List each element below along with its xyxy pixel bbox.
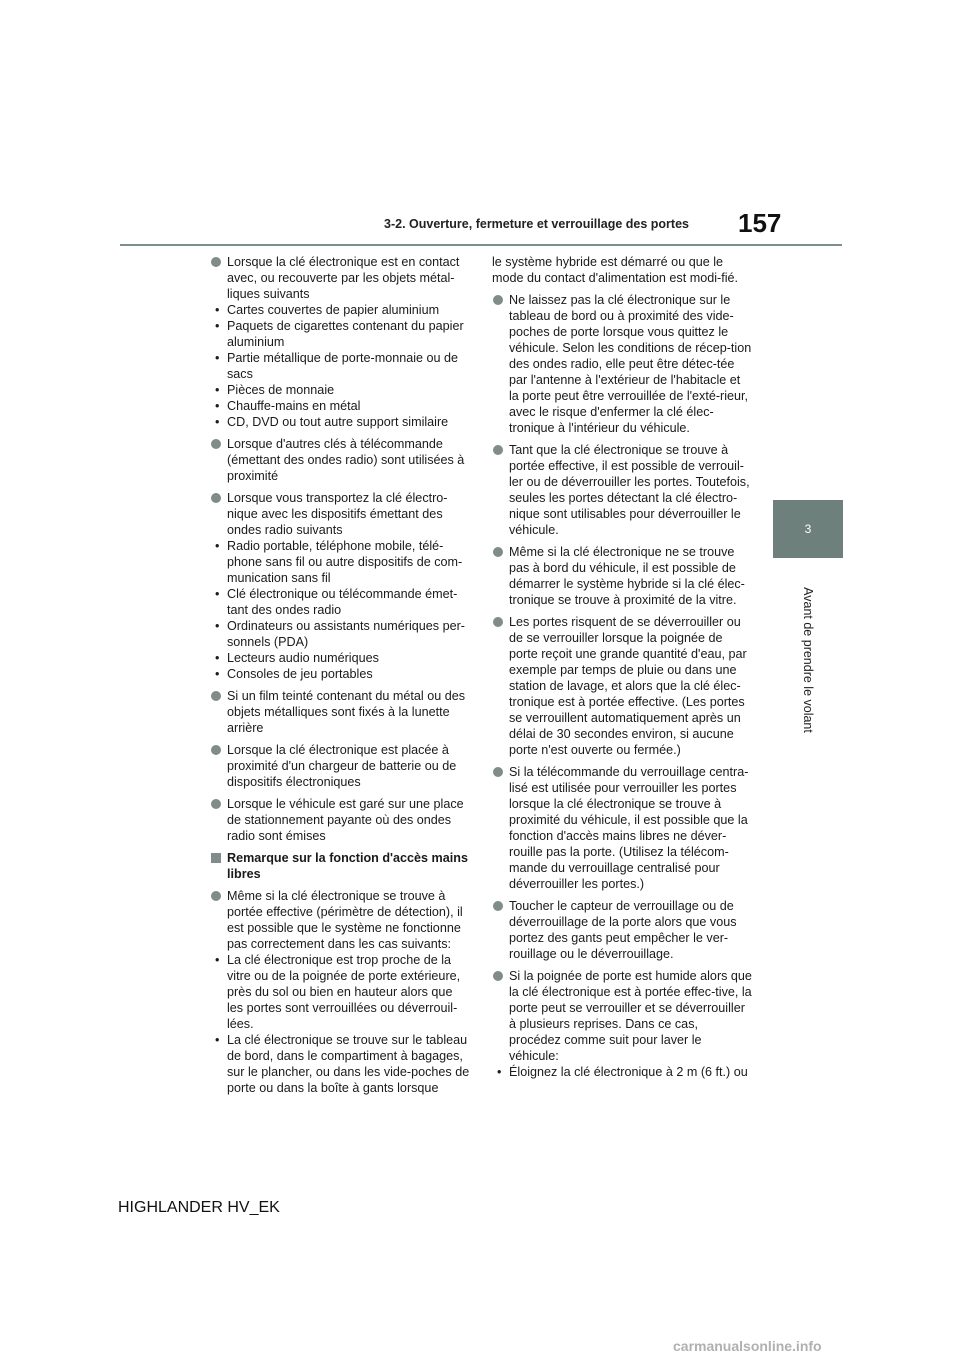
watermark: carmanualsonline.info [673, 1338, 822, 1354]
section-title: 3-2. Ouverture, fermeture et verrouillage des portes [384, 217, 689, 231]
circle-bullet-icon [493, 295, 503, 305]
chapter-number: 3 [804, 522, 812, 536]
list-item: Lorsque vous transportez la clé électro-nique avec les dispositifs émettant des ondes radio suivants • Radio portable, téléphone mobile, télé-phone sans fil ou autre dispositifs de com-munication sans fil • Clé électronique ou télécommande émet-tant des ondes radio • Ordinateurs ou assistants numériques per-sonnels (PDA) • Lecteurs audio numériques • Consoles de jeu portables [210, 490, 470, 682]
list-item: Lorsque le véhicule est garé sur une place de stationnement payante où des ondes radio sont émises [210, 796, 470, 844]
list-item: Lorsque d'autres clés à télécommande (émettant des ondes radio) sont utilisées à proximité [210, 436, 470, 484]
page-number: 157 [738, 208, 782, 238]
sub-item: • La clé électronique se trouve sur le tableau de bord, dans le compartiment à bagages, sur le plancher, ou dans les vide-poches de porte ou dans la boîte à gants lorsque [215, 1032, 470, 1096]
list-item: Si la poignée de porte est humide alors que la clé électronique est à portée effec-tive, la porte peut se verrouiller et se déverrouiller à plusieurs reprises. Dans ce cas, procédez comme suit pour laver le véhicule: • Éloignez la clé électronique à 2 m (6 ft.) ou [492, 968, 752, 1080]
sub-item: • Consoles de jeu portables [215, 666, 470, 682]
continued-text: le système hybride est démarré ou que le mode du contact d'alimentation est modi-fié. [492, 255, 739, 285]
list-item: Les portes risquent de se déverrouiller ou de se verrouiller lorsque la poignée de porte reçoit une grande quantité d'eau, par exemple par temps de pluie ou dans une station de lavage, et alors que la clé élec-tronique est à portée effective. (Les portes se verrouillent automatiquement après un délai de 30 secondes environ, si aucune porte n'est ouverte ou fermée.) [492, 614, 752, 758]
list-item: Ne laissez pas la clé électronique sur le tableau de bord ou à proximité des vide-poches de porte lorsque vous quittez le véhicule. Selon les conditions de récep-tion des ondes radio, elle peut être détec-tée par l'antenne à l'extérieur de l'habitacle et la porte peut être verrouillée de l'exté-rieur, avec le risque d'enfermer la clé élec-tronique à l'intérieur du véhicule. [492, 292, 752, 436]
right-column [492, 254, 752, 1086]
sub-item: • La clé électronique est trop proche de la vitre ou de la poignée de porte extérieure, près du sol ou bien en hauteur alors que les portes sont verrouillées ou déverrouil-lées. [215, 952, 470, 1032]
sub-item: • Chauffe-mains en métal [215, 398, 470, 414]
sub-item: • Cartes couvertes de papier aluminium [215, 302, 470, 318]
sub-item: • Pièces de monnaie [215, 382, 470, 398]
circle-bullet-icon [211, 257, 221, 267]
circle-bullet-icon [493, 901, 503, 911]
list-item: Lorsque la clé électronique est placée à proximité d'un chargeur de batterie ou de dispositifs électroniques [210, 742, 470, 790]
sub-item: • CD, DVD ou tout autre support similaire [215, 414, 470, 430]
circle-bullet-icon [211, 745, 221, 755]
circle-bullet-icon [493, 617, 503, 627]
circle-bullet-icon [493, 547, 503, 557]
sub-item: • Ordinateurs ou assistants numériques per-sonnels (PDA) [215, 618, 470, 650]
circle-bullet-icon [211, 493, 221, 503]
footer-model: HIGHLANDER HV_EK [118, 1199, 280, 1216]
circle-bullet-icon [211, 891, 221, 901]
sub-item: • Lecteurs audio numériques [215, 650, 470, 666]
list-item: Si un film teinté contenant du métal ou des objets métalliques sont fixés à la lunette arrière [210, 688, 470, 736]
chapter-title: Avant de prendre le volant [801, 587, 815, 733]
sub-item: • Radio portable, téléphone mobile, télé-phone sans fil ou autre dispositifs de com-munication sans fil [215, 538, 470, 586]
circle-bullet-icon [493, 971, 503, 981]
list-item: Toucher le capteur de verrouillage ou de déverrouillage de la porte alors que vous portez des gants peut empêcher le ver-rouillage ou le déverrouillage. [492, 898, 752, 962]
left-column [210, 254, 470, 1102]
sub-item: • Partie métallique de porte-monnaie ou de sacs [215, 350, 470, 382]
circle-bullet-icon [493, 445, 503, 455]
circle-bullet-icon [211, 691, 221, 701]
sub-item: • Paquets de cigarettes contenant du papier aluminium [215, 318, 470, 350]
list-item: Même si la clé électronique ne se trouve pas à bord du véhicule, il est possible de démarrer le système hybride si la clé élec-tronique se trouve à proximité de la vitre. [492, 544, 752, 608]
circle-bullet-icon [211, 799, 221, 809]
sub-item: • Clé électronique ou télécommande émet-tant des ondes radio [215, 586, 470, 618]
list-item: Même si la clé électronique se trouve à portée effective (périmètre de détection), il est possible que le système ne fonctionne pas correctement dans les cas suivants: • La clé électronique est trop proche de la vitre ou de la poignée de porte extérieure, près du sol ou bien en hauteur alors que les portes sont verrouillées ou déverrouil-lées. • La clé électronique se trouve sur le tableau de bord, dans le compartiment à bagages, sur le plancher, ou dans les vide-poches de porte ou dans la boîte à gants lorsque [210, 888, 470, 1096]
square-bullet-icon [211, 853, 221, 863]
sub-item: • Éloignez la clé électronique à 2 m (6 ft.) ou [497, 1064, 752, 1080]
list-item: Lorsque la clé électronique est en contact avec, ou recouverte par les objets métal-liques suivants • Cartes couvertes de papier aluminium • Paquets de cigarettes contenant du papier aluminium • Partie métallique de porte-monnaie ou de sacs • Pièces de monnaie • Chauffe-mains en métal • CD, DVD ou tout autre support similaire [210, 254, 470, 430]
chapter-tab [773, 500, 843, 558]
header-rule [120, 244, 842, 246]
circle-bullet-icon [493, 767, 503, 777]
section-heading: Remarque sur la fonction d'accès mains libres [210, 850, 470, 882]
list-item: Si la télécommande du verrouillage centra-lisé est utilisée pour verrouiller les portes lorsque la clé électronique se trouve à proximité du véhicule, il est possible que la fonction d'accès mains libres ne déver-rouille pas la porte. (Utilisez la télécom-mande du verrouillage centralisé pour déverrouiller les portes.) [492, 764, 752, 892]
list-item: Tant que la clé électronique se trouve à portée effective, il est possible de verrouil-ler ou de déverrouiller les portes. Toutefois, seules les portes détectant la clé électro-nique sont utilisables pour déverrouiller le véhicule. [492, 442, 752, 538]
circle-bullet-icon [211, 439, 221, 449]
